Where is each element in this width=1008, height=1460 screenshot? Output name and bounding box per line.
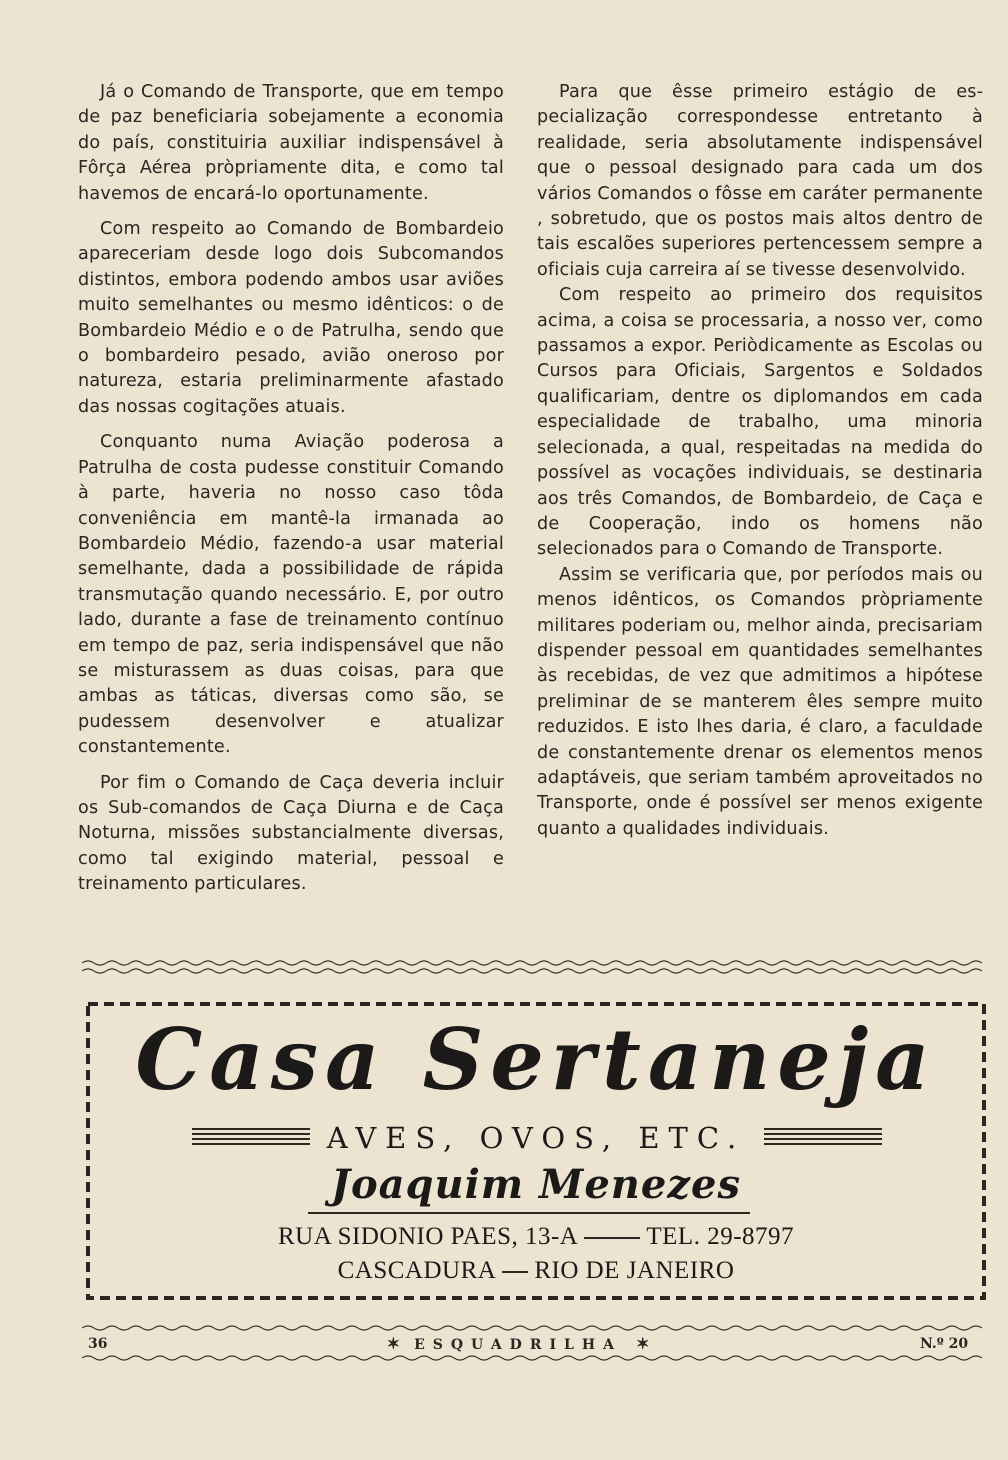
owner-underline	[308, 1212, 750, 1214]
ad-city-line	[84, 1256, 988, 1286]
magazine-title-footer	[338, 1334, 698, 1353]
magazine-name: ESQUADRILHA	[414, 1337, 622, 1353]
ad-district: CASCADURA	[337, 1257, 497, 1284]
ad-shop-name: Casa Sertaneja	[135, 1010, 937, 1109]
issue-number: N.º 20	[920, 1336, 969, 1352]
ad-address-line	[84, 1222, 988, 1252]
ad-owner-name: Joaquim Menezes	[331, 1161, 741, 1208]
ad-phone: TEL. 29-8797	[646, 1223, 795, 1250]
paragraph: Conquanto numa Aviação poderosa a Patrulha de costa pudesse constituir Comando à parte, haveria no nosso caso tôda conveniência em mantê-la irmanada ao Bombardeio Médio, fazendo-a usar material semelhante, dada a possibilidade de rápida transmutação quando necessário. E, por outro lado, durante a fase de treinamento contínuo em tempo de paz, seria indispensável que não se misturassem as duas coisas, para que ambas as táticas, diversas como são, se pudessem desenvolver e atualizar constantemente.	[78, 432, 504, 758]
paragraph: Para que êsse primeiro estágio de especialização correspondesse entretanto à realidade, seria absolutamente indispensável que o pessoal designado para cada um dos vários Comandos o fôsse em caráter permanente , sobretudo, que os postos mais altos dentro de tais escalões superiores pertencessem sempre a oficiais cuja carreira aí se tivesse desenvolvido.	[537, 82, 983, 280]
article-column-right	[537, 80, 983, 842]
star-icon: ✶	[635, 1334, 650, 1353]
wavy-separator-top	[82, 958, 988, 976]
page-number: 36	[88, 1336, 108, 1352]
advertisement-casa-sertaneja	[84, 996, 988, 1306]
paragraph: Já o Comando de Transporte, que em tempo de paz beneficiaria sobejamente a economia do país, constituiria auxiliar indispensável à Fôrça Aérea pròpriamente dita, e como tal havemos de encará-lo oportunamente.	[78, 82, 504, 204]
star-icon: ✶	[386, 1334, 401, 1353]
paragraph: Por fim o Comando de Caça deveria incluir os Sub-comandos de Caça Diurna e de Caça Noturna, missões substancialmente diversas, como tal exigindo material, pessoal e treinamento particulares.	[78, 772, 504, 895]
dash-separator	[584, 1237, 640, 1239]
wavy-separator-bottom	[82, 1352, 988, 1370]
article-column-left	[78, 80, 504, 908]
dash-separator	[502, 1271, 528, 1273]
ad-street: RUA SIDONIO PAES, 13-A	[277, 1223, 579, 1250]
paragraph: Com respeito ao Comando de Bombardeio apareceriam desde logo dois Subcomandos distintos, embora podendo ambos usar aviões muito semelhantes ou mesmo idênticos: o de Bombardeio Médio e o de Patrulha, sendo que o bombardeiro pesado, avião oneroso por natureza, estaria preliminarmente afastado das nossas cogitações atuais.	[78, 219, 504, 417]
decorative-rule-right	[764, 1128, 882, 1150]
paragraph: Com respeito ao primeiro dos requisitos acima, a coisa se processaria, a nosso ver, como passamos a expor. Periòdicamente as Escolas ou Cursos para Oficiais, Sargentos e Soldados qualificariam, dentre os diplomandos em cada especialidade de trabalho, uma minoria selecionada, a qual, respeitadas na medida do possível as vocações individuais, se destinaria aos três Comandos, de Bombardeio, de Caça e de Cooperação, indo os homens não selecionados para o Comando de Transporte.	[537, 285, 983, 560]
ad-city: RIO DE JANEIRO	[534, 1257, 735, 1284]
paragraph: Assim se verificaria que, por períodos mais ou menos idênticos, os Comandos pròpriamente militares poderiam ou, melhor ainda, precisariam dispender pessoal em quantidades semelhantes às recebidas, de vez que admitimos a hipótese preliminar de se manterem êles sempre muito reduzidos. E isto lhes daria, é claro, a faculdade de constantemente drenar os elementos menos adaptáveis, que seriam também aproveitados no Transporte, onde é possível ser menos exigente quanto a qualidades individuais.	[537, 564, 983, 839]
ad-subtitle: AVES, OVOS, ETC.	[326, 1121, 746, 1155]
ad-subtitle-row	[84, 1118, 988, 1158]
